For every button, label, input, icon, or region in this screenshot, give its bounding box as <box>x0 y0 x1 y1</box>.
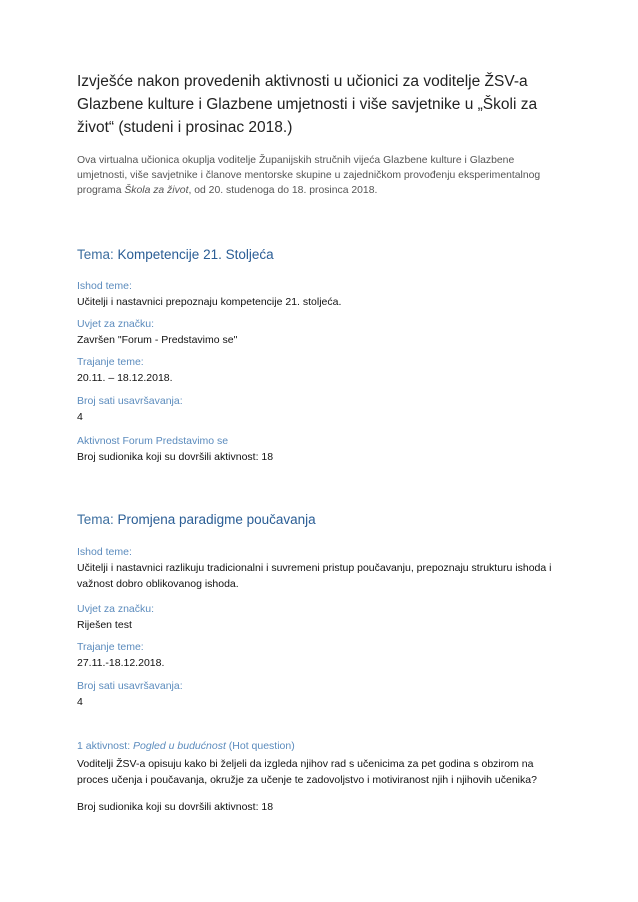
section-prefix: Tema: <box>77 247 118 262</box>
activity-description: Voditelji ŽSV-a opisuju kako bi željeli da izgleda njihov rad s učenicima za pet godina s obzirom na proces učenja i poučavanja, okružje za učenje te zadovoljstvo i motiviranost njih i njihovih učenika? <box>77 758 537 786</box>
activity-name: Pogled u budućnost <box>133 740 226 752</box>
program-name: Škola za život <box>124 185 189 196</box>
activity-label: Aktivnost Forum Predstavimo se <box>77 435 229 447</box>
outcome-value: Učitelji i nastavnici razlikuju tradicionalni i suvremeni pristup poučavanju, prepoznaju strukturu ishoda i važnost dobro oblikovanog ishoda. <box>77 562 552 590</box>
hours-value: 4 <box>77 696 83 708</box>
outcome-label: Ishod teme: <box>77 280 132 292</box>
badge-label: Uvjet za značku: <box>77 318 155 330</box>
activity-value: Broj sudionika koji su dovršili aktivnost: 18 <box>77 801 274 813</box>
intro-dates: , od 20. studenoga do 18. prosinca 2018. <box>188 185 378 196</box>
duration-label: Trajanje teme: <box>77 641 144 653</box>
badge-value: Završen "Forum - Predstavimo se" <box>77 334 238 346</box>
activity-heading <box>77 740 295 752</box>
activity-type: (Hot question) <box>225 740 295 752</box>
section-topic: Kompetencije 21. Stoljeća <box>117 247 274 262</box>
activity-prefix: 1 aktivnost: <box>77 740 134 752</box>
intro-paragraph <box>77 153 557 198</box>
hours-value: 4 <box>77 411 83 423</box>
section-heading-1 <box>77 247 274 262</box>
badge-label: Uvjet za značku: <box>77 603 155 615</box>
intro-text: Ova virtualna učionica okuplja voditelje Županijskih stručnih vijeća Glazbene kulture i Glazbene umjetnosti, više savjetnike i članove mentorske skupine u zajedničkom provođenju eksperimentalnog programa <box>77 155 541 196</box>
hours-label: Broj sati usavršavanja: <box>77 395 183 407</box>
hours-label: Broj sati usavršavanja: <box>77 680 183 692</box>
duration-value: 20.11. – 18.12.2018. <box>77 372 173 384</box>
duration-value: 27.11.-18.12.2018. <box>77 657 165 669</box>
activity-value: Broj sudionika koji su dovršili aktivnost: 18 <box>77 451 274 463</box>
document-title: Izvješće nakon provedenih aktivnosti u učionici za voditelje ŽSV-a Glazbene kulture i Glazbene umjetnosti i više savjetnike u „Školi za život“ (studeni i prosinac 2018.) <box>77 73 538 136</box>
duration-label: Trajanje teme: <box>77 356 144 368</box>
badge-value: Riješen test <box>77 619 132 631</box>
section-topic: Promjena paradigme poučavanja <box>117 512 316 527</box>
section-heading-2 <box>77 512 316 527</box>
section-prefix: Tema: <box>77 512 118 527</box>
outcome-label: Ishod teme: <box>77 546 132 558</box>
outcome-value: Učitelji i nastavnici prepoznaju kompetencije 21. stoljeća. <box>77 296 342 308</box>
